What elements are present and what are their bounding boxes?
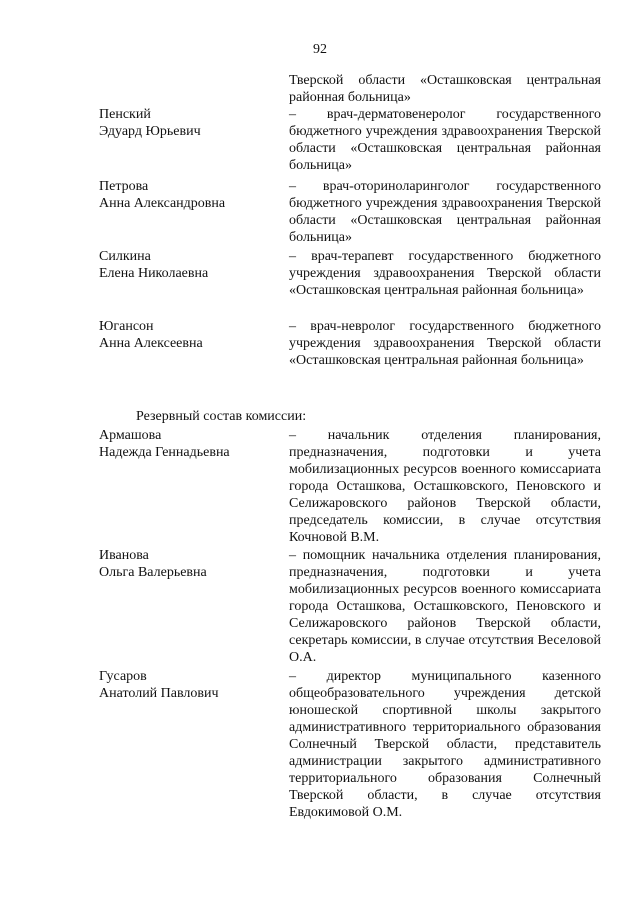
member-desc-text: директор муниципального казенного общеобразовательного учреждения детской юношеской спортивной школы закрытого административного территориального образования Солнечный Тверской области, представитель администрации закрытого административного территориального образования Солнечный Тверской области, в случае отсутствия Евдокимовой О.М. — [289, 669, 601, 820]
dash: – — [289, 319, 296, 334]
reserve-member-description — [289, 547, 601, 666]
reserve-member-name — [99, 427, 284, 461]
member-desc-text: врач-оториноларинголог государственного бюджетного учреждения здравоохранения Тверской области «Осташковская центральная районная больница» — [289, 179, 601, 245]
member-surname: Армашова — [99, 428, 162, 443]
member-given-names: Надежда Геннадьевна — [99, 445, 230, 460]
member-surname: Петрова — [99, 179, 149, 194]
member-desc-text: помощник начальника отделения планирования, предназначения, подготовки и учета мобилизационных ресурсов военного комиссариата города Осташкова, Осташковского, Пеновского и Селижаровского районов Тверской области, секретарь комиссии, в случае отсутствия Веселовой О.А. — [289, 548, 601, 665]
member-name — [99, 318, 284, 352]
reserve-member-name — [99, 668, 284, 702]
page-number: 92 — [313, 42, 327, 57]
member-surname: Югансон — [99, 319, 154, 334]
member-description — [289, 106, 601, 174]
member-description — [289, 318, 601, 369]
member-description — [289, 178, 601, 246]
dash: – — [289, 107, 296, 122]
member-surname: Иванова — [99, 548, 149, 563]
continuation-text: Тверской области «Осташковская центральная районная больница» — [289, 73, 601, 105]
member-given-names: Анна Алексеевна — [99, 336, 203, 351]
member-surname: Гусаров — [99, 669, 147, 684]
member-surname: Силкина — [99, 249, 151, 264]
reserve-heading: Резервный состав комиссии: — [136, 409, 307, 424]
reserve-member-name — [99, 547, 284, 581]
member-desc-text: врач-дерматовенеролог государственного бюджетного учреждения здравоохранения Тверской области «Осташковская центральная районная больница» — [289, 107, 601, 173]
member-given-names: Ольга Валерьевна — [99, 565, 207, 580]
reserve-member-description — [289, 668, 601, 821]
member-name — [99, 248, 284, 282]
dash: – — [289, 249, 296, 264]
member-given-names: Анатолий Павлович — [99, 686, 219, 701]
dash: – — [289, 179, 296, 194]
member-desc-text: начальник отделения планирования, предназначения, подготовки и учета мобилизационных ресурсов военного комиссариата города Осташкова, Осташковского, Пеновского и Селижаровского районов Тверской области, председатель комиссии, в случае отсутствия Кочновой В.М. — [289, 428, 602, 545]
member-given-names: Эдуард Юрьевич — [99, 124, 201, 139]
reserve-member-description — [289, 427, 601, 546]
dash: – — [289, 428, 296, 443]
member-name — [99, 106, 284, 140]
member-desc-text: врач-невролог государственного бюджетного учреждения здравоохранения Тверской области «Осташковская центральная районная больница» — [289, 319, 601, 368]
dash: – — [289, 669, 296, 684]
member-description — [289, 248, 601, 299]
member-desc-text: врач-терапевт государственного бюджетного учреждения здравоохранения Тверской области «Осташковская центральная районная больница» — [289, 249, 602, 298]
member-given-names: Анна Александровна — [99, 196, 226, 211]
member-given-names: Елена Николаевна — [99, 266, 209, 281]
member-name — [99, 178, 284, 212]
dash: – — [289, 548, 296, 563]
member-surname: Пенский — [99, 107, 151, 122]
